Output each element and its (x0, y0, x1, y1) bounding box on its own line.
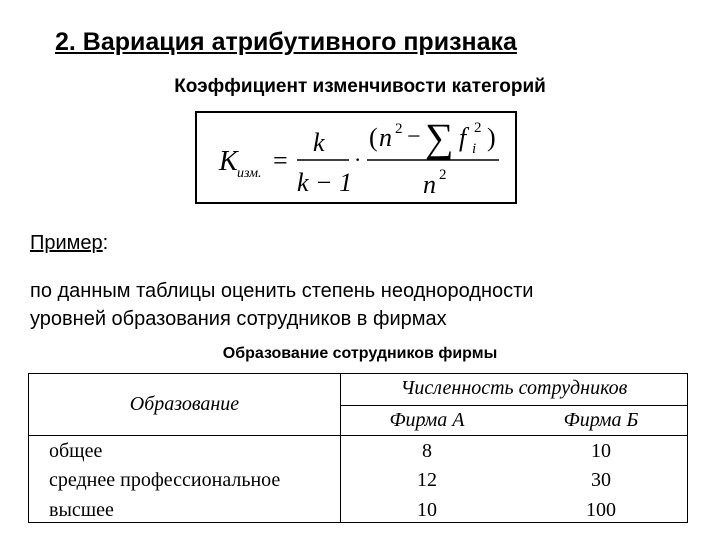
formula-close-paren: ) (487, 123, 496, 152)
table-header-bottom-divider (29, 435, 687, 436)
table-caption: Образование сотрудников фирмы (222, 345, 498, 362)
example-label (30, 232, 108, 255)
slide-title: 2. Вариация атрибутивного признака (55, 28, 517, 56)
example-text (30, 277, 710, 333)
row-1-firm-a: 8 (422, 440, 432, 462)
row-1-education: общее (49, 440, 103, 462)
formula-sum-sign: ∑ (425, 115, 454, 160)
formula-n-den-exponent: 2 (439, 167, 447, 183)
formula-i-subscript: i (472, 141, 477, 157)
formula-minus: − (407, 124, 421, 150)
example-label-word: Пример (30, 232, 103, 254)
row-3-firm-a: 10 (417, 499, 437, 521)
formula-svg (197, 113, 515, 202)
row-1-firm-b: 10 (591, 440, 611, 462)
education-table (28, 373, 688, 523)
formula-k-symbol: K (219, 146, 238, 177)
example-text-line-1: по данным таблицы оценить степень неоднородности (30, 280, 534, 302)
formula-denominator: k − 1 (297, 168, 353, 197)
header-count: Численность сотрудников (400, 377, 628, 399)
slide-subtitle: Коэффициент изменчивости категорий (174, 76, 546, 97)
header-firm-b: Фирма Б (563, 409, 639, 431)
header-education: Образование (129, 393, 240, 415)
formula-f: f (459, 123, 467, 152)
row-3-education: высшее (49, 499, 114, 521)
table-header-divider (340, 405, 687, 406)
example-label-colon: : (102, 232, 109, 254)
row-2-firm-a: 12 (417, 469, 437, 491)
formula-f-exponent: 2 (474, 120, 482, 136)
header-firm-a: Фирма А (389, 409, 465, 431)
row-2-firm-b: 30 (591, 469, 611, 491)
formula-open-paren: ( (369, 123, 378, 152)
formula-n-denominator: n (423, 170, 436, 199)
formula-dot: · (354, 147, 362, 172)
formula-equals: = (273, 146, 288, 175)
formula-box (195, 111, 517, 204)
row-2-education: среднее профессиональное (49, 469, 281, 491)
formula-n-exponent: 2 (395, 121, 403, 137)
row-3-firm-b: 100 (586, 499, 616, 521)
formula-k-subscript: изм. (237, 166, 262, 181)
formula-n: n (379, 123, 392, 152)
formula-numerator-k: k (313, 128, 325, 157)
example-text-line-2: уровней образования сотрудников в фирмах (30, 308, 447, 330)
